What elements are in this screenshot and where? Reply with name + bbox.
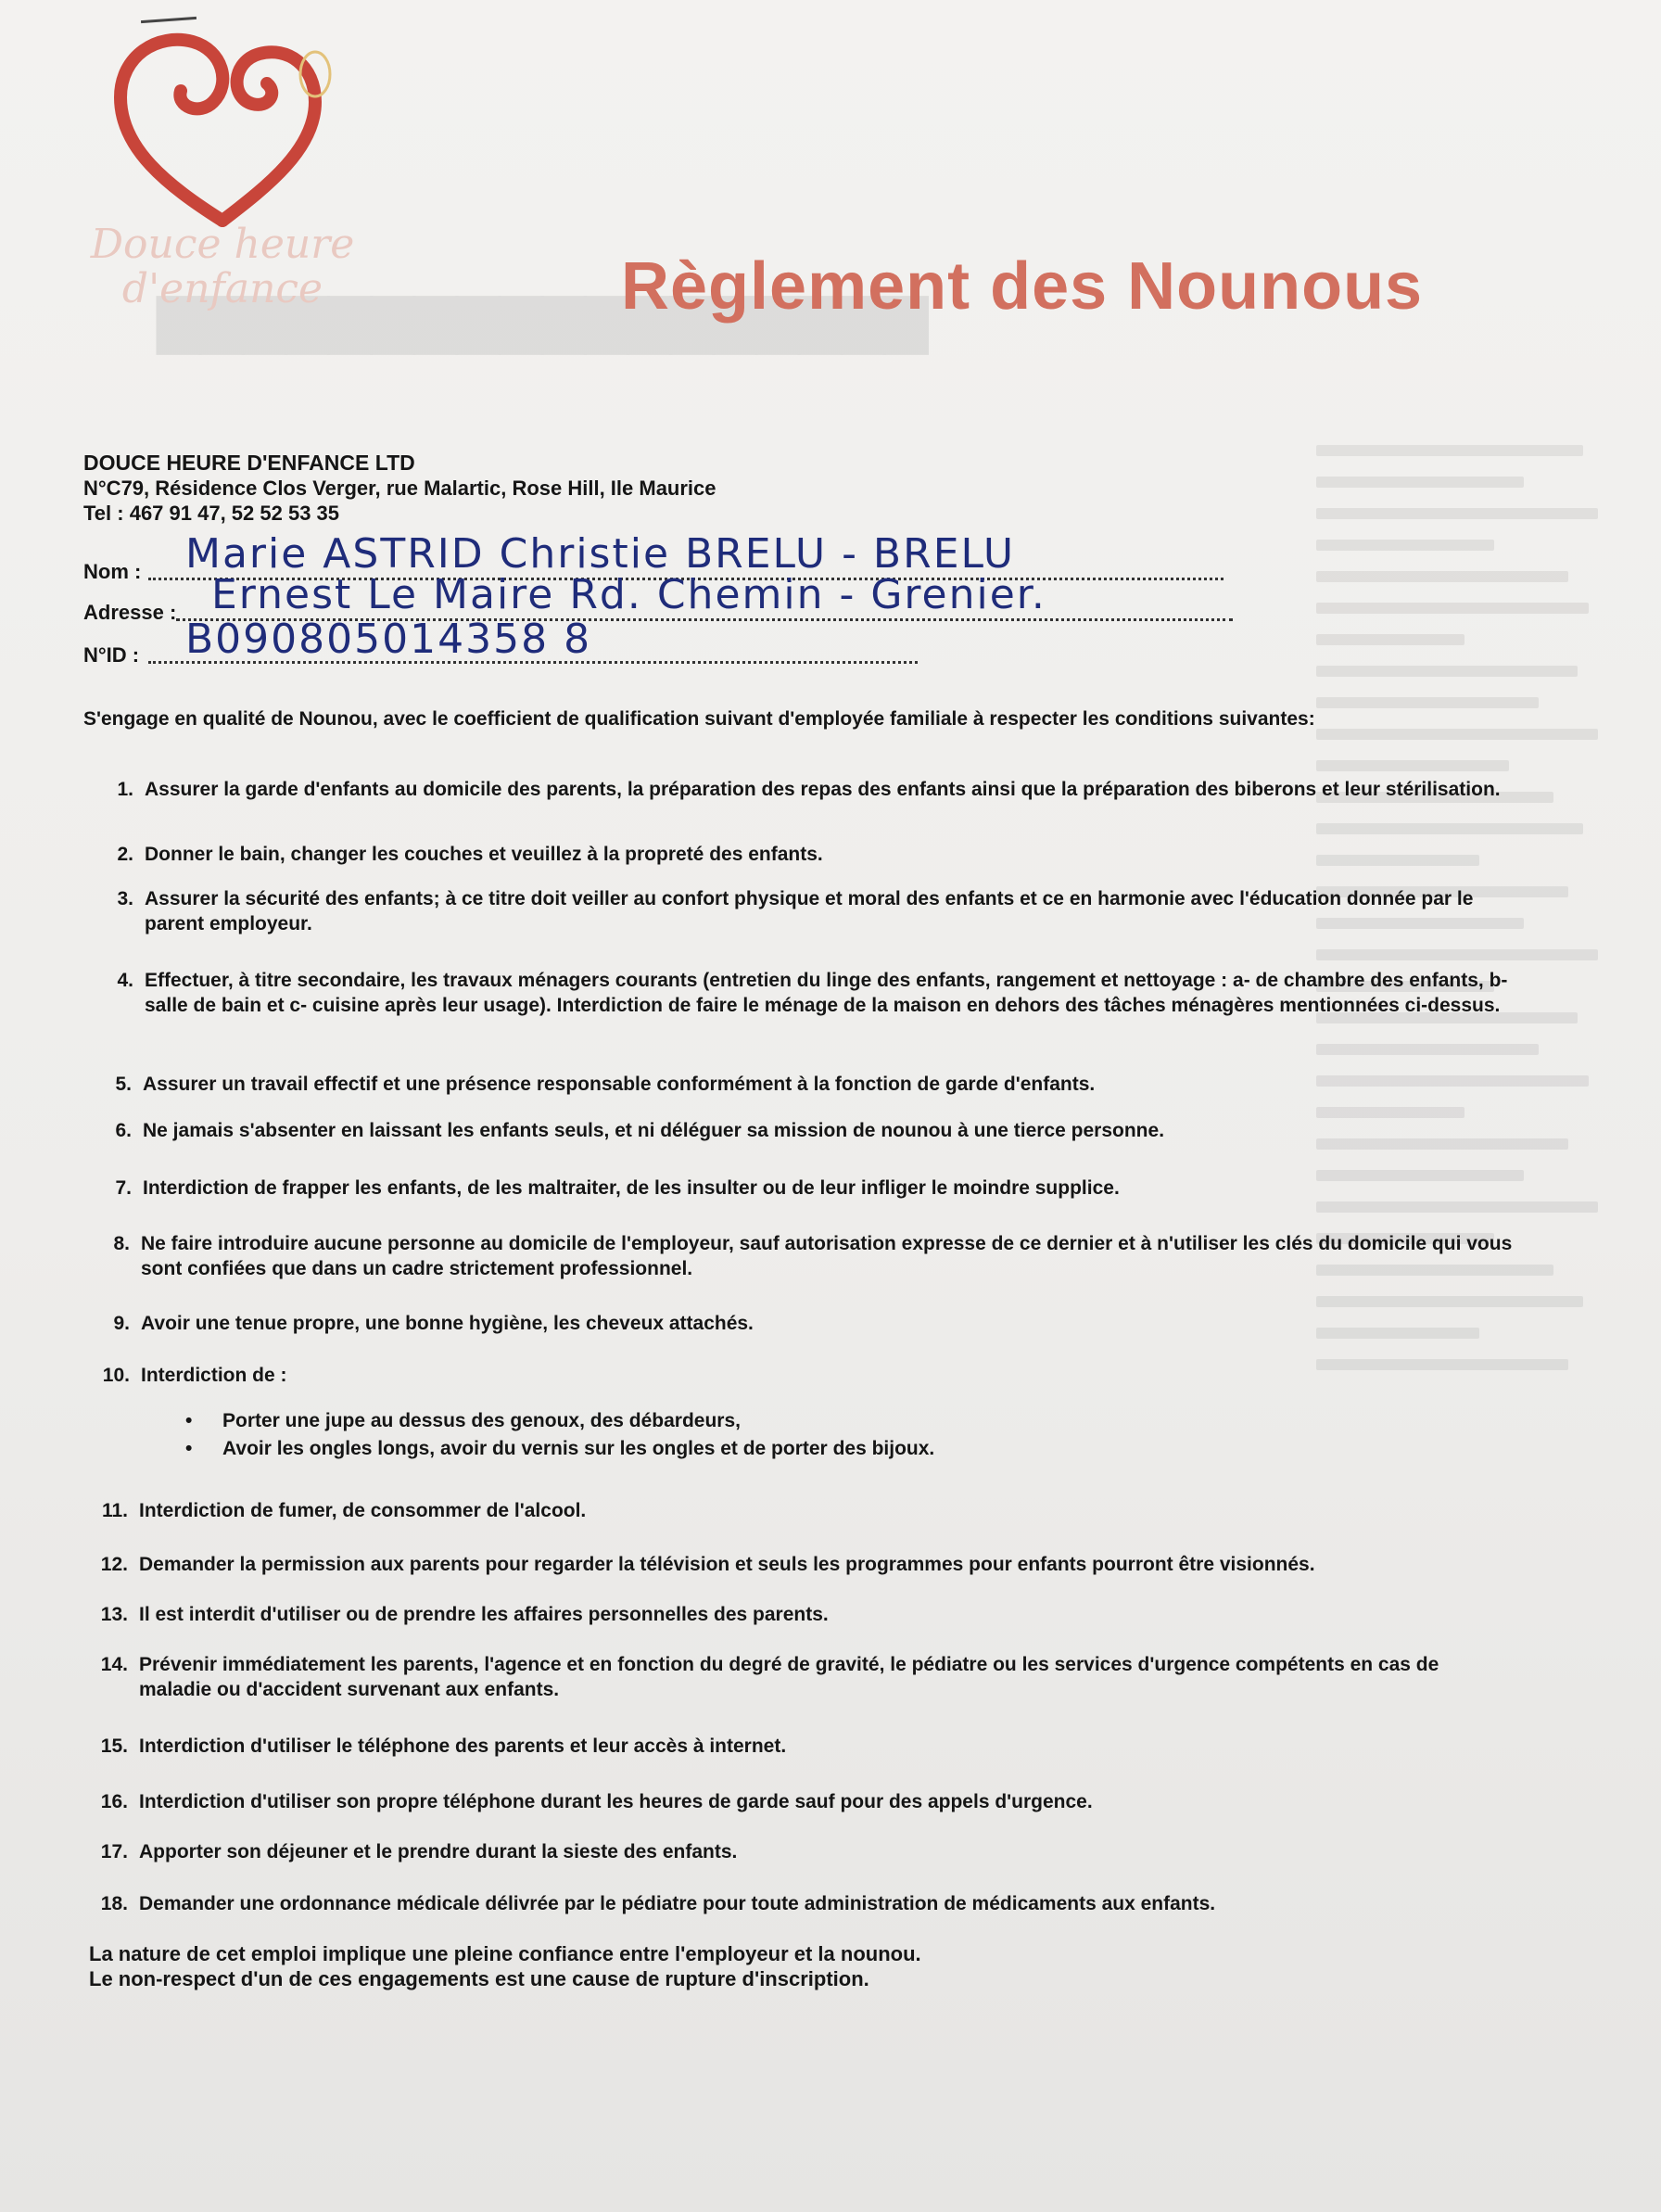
closing-line-2: Le non-respect d'un de ces engagements est une cause de rupture d'inscription. xyxy=(89,1967,869,1990)
adresse-handwritten: Ernest Le Maire Rd. Chemin - Grenier. xyxy=(211,571,1046,618)
nom-handwritten: Marie ASTRID Christie BRELU - BRELU xyxy=(185,530,1016,578)
company-name: DOUCE HEURE D'ENFANCE LTD xyxy=(83,451,415,475)
intro-text: S'engage en qualité de Nounou, avec le coefficient de qualification suivant d'employée familiale à respecter les conditions suivantes: xyxy=(83,708,1315,730)
company-address: N°C79, Résidence Clos Verger, rue Malartic, Rose Hill, Ile Maurice xyxy=(83,477,716,500)
closing-line-1: La nature de cet emploi implique une pleine confiance entre l'employeur et la nounou. xyxy=(89,1942,921,1965)
adresse-field xyxy=(83,601,176,625)
id-field xyxy=(83,643,139,667)
nom-field xyxy=(83,560,141,584)
company-logo xyxy=(83,9,361,315)
adresse-label: Adresse : xyxy=(83,601,177,624)
nom-label: Nom : xyxy=(83,560,142,583)
closing-statement xyxy=(89,1941,921,1991)
id-label: N°ID : xyxy=(83,643,140,667)
bleed-through-title: ▇▇▇▇▇▇▇▇▇▇▇▇▇▇▇▇▇▇ xyxy=(158,299,928,361)
forbidden-list xyxy=(185,1407,1298,1463)
id-handwritten: B090805014358 8 xyxy=(185,616,592,663)
document-page: ▇▇▇▇▇▇▇▇▇▇▇▇▇▇▇▇▇▇ Douce heure d'enfance Règlement des Nounous DOUCE HEURE D'ENFANCE LTD N°C79, Résidence Clos Verger, rue Malartic, Rose Hill, Ile Maurice Tel : 467 91 47, 52 52 53 35 Nom : Marie ASTRID Christie BRELU - BRELU Adresse : Ernest Le Maire Rd. Chemin - Grenier. N°ID : B090805014358 8 S'engage en qualité de Nounou, avec le coefficient de qualification suivant d'employée familiale à respecter les conditions suivantes: 1. Assurer la garde d'enfants au domicile des parents, la préparation des repas des enfants ainsi que la préparation des biberons et leur stérilisation. 2. Donner le bain, changer les couches et veuillez à la propreté des enfants. 3. Assurer la sécurité des enfants; à ce titre doit veiller au confort physique et moral des enfants et ce en harmonie avec l'éducation donnée par le parent employeur. 4. Effectuer, à titre secondaire, les travaux ménagers courants (entretien du linge des enfants, rangement et nettoyage : a- de chambre des enfants, b- salle de bain et c- cuisine après leur usage). Interdiction de faire le ménage de la maison en dehors des tâches ménagères mentionnées ci-dessus. 5. Assurer un travail effectif et une présence responsable conformément à la fonction de garde d'enfants. 6. Ne jamais s'absenter en laissant les enfants seuls, et ni déléguer sa mission de nounou à une tierce personne. 7. Interdiction de frapper les enfants, de les maltraiter, de les insulter ou de leur infliger le moindre supplice. 8. Ne faire introduire aucune personne au domicile de l'employeur, sauf autorisation expresse de ce dernier et à n'utiliser les clés du domicile qui vous sont confiées que dans un cadre strictement professionnel. 9. Avoir une tenue propre, une bonne hygiène, les cheveux attachés. 10. Interdiction de : • Porter une jupe au dessus des genoux, des débardeurs, • Avoir les ongles longs, avoir du vernis sur les ongles et de porter des bijoux. 11. Interdiction de fumer, de consommer de l'alcool. 12. Demander la permission aux parents pour regarder la télévision et seuls les programmes pour enfants pourront être visionnés. 13. Il est interdit d'utiliser ou de prendre les affaires personnelles des parents. 14. Prévenir immédiatement les parents, l'agence et en fonction du degré de gravité, le pédiatre ou les services d'urgence compétents en cas de maladie ou d'accident survenant aux enfants. 15. Interdiction d'utiliser le téléphone des parents et leur accès à internet. 16. Interdiction d'utiliser son propre téléphone durant les heures de garde sauf pour des appels d'urgence. 17. Apporter son déjeuner et le prendre durant la sieste des enfants. 18. Demander une ordonnance médicale délivrée par le pédiatre pour toute administration de médicaments aux enfants. La nature de cet emploi implique une pleine confiance entre l'employeur et la nounou. Le non-respect d'un de ces engagements est une cause de rupture d'inscription. xyxy=(0,0,1661,2212)
list-item: • Avoir les ongles longs, avoir du vernis sur les ongles et de porter des bijoux. xyxy=(185,1438,935,1459)
company-block xyxy=(83,451,716,526)
page-title: Règlement des Nounous xyxy=(621,249,1424,324)
list-item: • Porter une jupe au dessus des genoux, des débardeurs, xyxy=(185,1410,741,1431)
company-phone: Tel : 467 91 47, 52 52 53 35 xyxy=(83,502,340,525)
heart-spiral-icon xyxy=(83,9,361,232)
logo-wordmark: Douce heure d'enfance xyxy=(90,221,355,312)
